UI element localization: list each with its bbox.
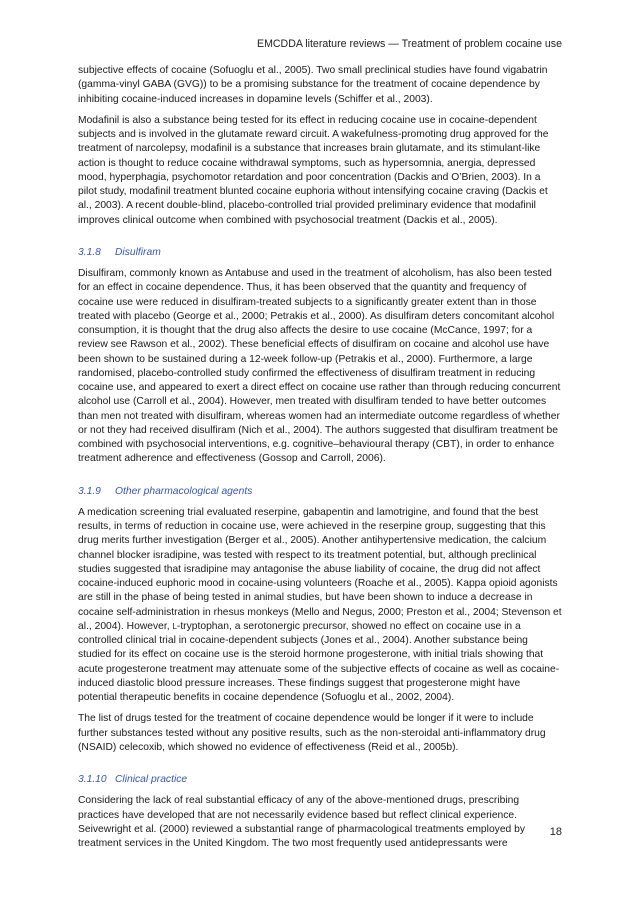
section-heading-disulfiram (78, 246, 562, 260)
section-title: Disulfiram (115, 246, 161, 258)
small-cap-letter: L (172, 621, 177, 631)
page-number: 18 (549, 826, 562, 838)
paragraph-text: A medication screening trial evaluated reserpine, gabapentin and lamotrigine, and found that the best results, in terms of reduction in cocaine use, were achieved in the reserpine group, suggesting that this drug merits further investigation (Berger et al., 2005). Another antihypertensive medication, the calcium channel blocker isradipine, was tested with respect to its treatment potential, but, although preclinical studies suggested that isradipine may antagonise the abuse liability of cocaine, the drug did not affect cocaine-induced euphoric mood in cocaine-using volunteers (Roache et al., 2005). Kappa opioid agonists are still in the phase of being tested in animal studies, but have been shown to induce a decrease in cocaine self-administration in rhesus monkeys (Mello and Negus, 2000; Preston et al., 2004; Stevenson et al., 2004). However, (78, 506, 562, 632)
page-body (78, 64, 562, 858)
section-number: 3.1.8 (78, 246, 101, 258)
paragraph (78, 506, 562, 706)
section-number: 3.1.9 (78, 485, 101, 497)
paragraph: Modafinil is also a substance being tested for its effect in reducing cocaine use in cocaine-dependent subjects and is involved in the glutamate reward circuit. A wakefulness-promoting drug approved for the treatment of narcolepsy, modafinil is a substance that increases brain glutamate, and its stimulant-like action is thought to reduce cocaine withdrawal symptoms, such as hypersomnia, anergia, depressed mood, hyperphagia, psychomotor retardation and poor concentration (Dackis and O’Brien, 2003). In a pilot study, modafinil treatment blunted cocaine euphoria without intensifying cocaine craving (Dackis et al., 2003). A recent double-blind, placebo-controlled trial provided preliminary evidence that modafinil improves clinical outcome when combined with psychosocial treatment (Dackis et al., 2005). (78, 114, 549, 226)
paragraph-text: -tryptophan, a serotonergic precursor, showed no effect on cocaine use in a controlled clinical trial in cocaine-dependent subjects (Jones et al., 2004). Another substance being studied for its effect on cocaine use is the steroid hormone progesterone, with initial trials showing that acute progesterone treatment may attenuate some of the subjective effects of cocaine as well as cocaine-induced diastolic blood pressure increases. These findings suggest that progesterone might have potential therapeutic benefits in cocaine dependence (Sofuoglu et al., 2002, 2004). (78, 620, 560, 703)
section-title: Clinical practice (115, 774, 188, 785)
paragraph: Considering the lack of real substantial efficacy of any of the above-mentioned drugs, prescribing practices have developed that are not necessarily evidence based but reflect clinical experience. Seivewright et al. (2000) reviewed a substantial range of pharmacological treatments employed by treatment services in the United Kingdom. The two most frequently used antidepressants were (78, 795, 526, 849)
section-heading-clinical-practice (78, 773, 562, 787)
paragraph: Disulfiram, commonly known as Antabuse and used in the treatment of alcoholism, has also been tested for an effect in cocaine dependence. Thus, it has been observed that the quantity and frequency of cocaine use were reduced in disulfiram-treated subjects to a significantly greater extent than in those treated with placebo (George et al., 2000; Petrakis et al., 2000). As disulfiram deters concomitant alcohol consumption, it is thought that the drug also affects the desire to use cocaine (McCance, 1997; for a review see Rawson et al., 2002). These beneficial effects of disulfiram on cocaine and alcohol use have been shown to be sustained during a 12-week follow-up (Petrakis et al., 2000). Furthermore, a large randomised, placebo-controlled study confirmed the effectiveness of disulfiram treatment in reducing cocaine use, and appeared to exert a direct effect on cocaine use rather than through reducing concurrent alcohol use (Carroll et al., 2004). However, men treated with disulfiram tended to have better outcomes than men not treated with disulfiram, whereas women had an intermediate outcome regardless of whether or not they had received disulfiram (Nich et al., 2004). The authors suggested that disulfiram treatment be combined with psychosocial interventions, e.g. cognitive–behavioural therapy (CBT), in order to enhance treatment adherence and effectiveness (Gossop and Carroll, 2006). (78, 268, 561, 465)
running-header: EMCDDA literature reviews — Treatment of problem cocaine use (257, 38, 562, 50)
paragraph: subjective effects of cocaine (Sofuoglu et al., 2005). Two small preclinical studies have found vigabatrin (gamma-vinyl GABA (GVG)) to be a promising substance for the treatment of cocaine dependence by inhibiting cocaine-induced increases in dopamine levels (Schiffer et al., 2003). (78, 65, 548, 105)
section-heading-other-agents (78, 485, 562, 499)
paragraph: The list of drugs tested for the treatment of cocaine dependence would be longer if it were to include further substances tested without any positive results, such as the non-steroidal anti-inflammatory drug (NSAID) celecoxib, which showed no evidence of effectiveness (Reid et al., 2005b). (78, 713, 546, 753)
section-number: 3.1.10 (78, 774, 107, 785)
section-title: Other pharmacological agents (115, 485, 253, 497)
